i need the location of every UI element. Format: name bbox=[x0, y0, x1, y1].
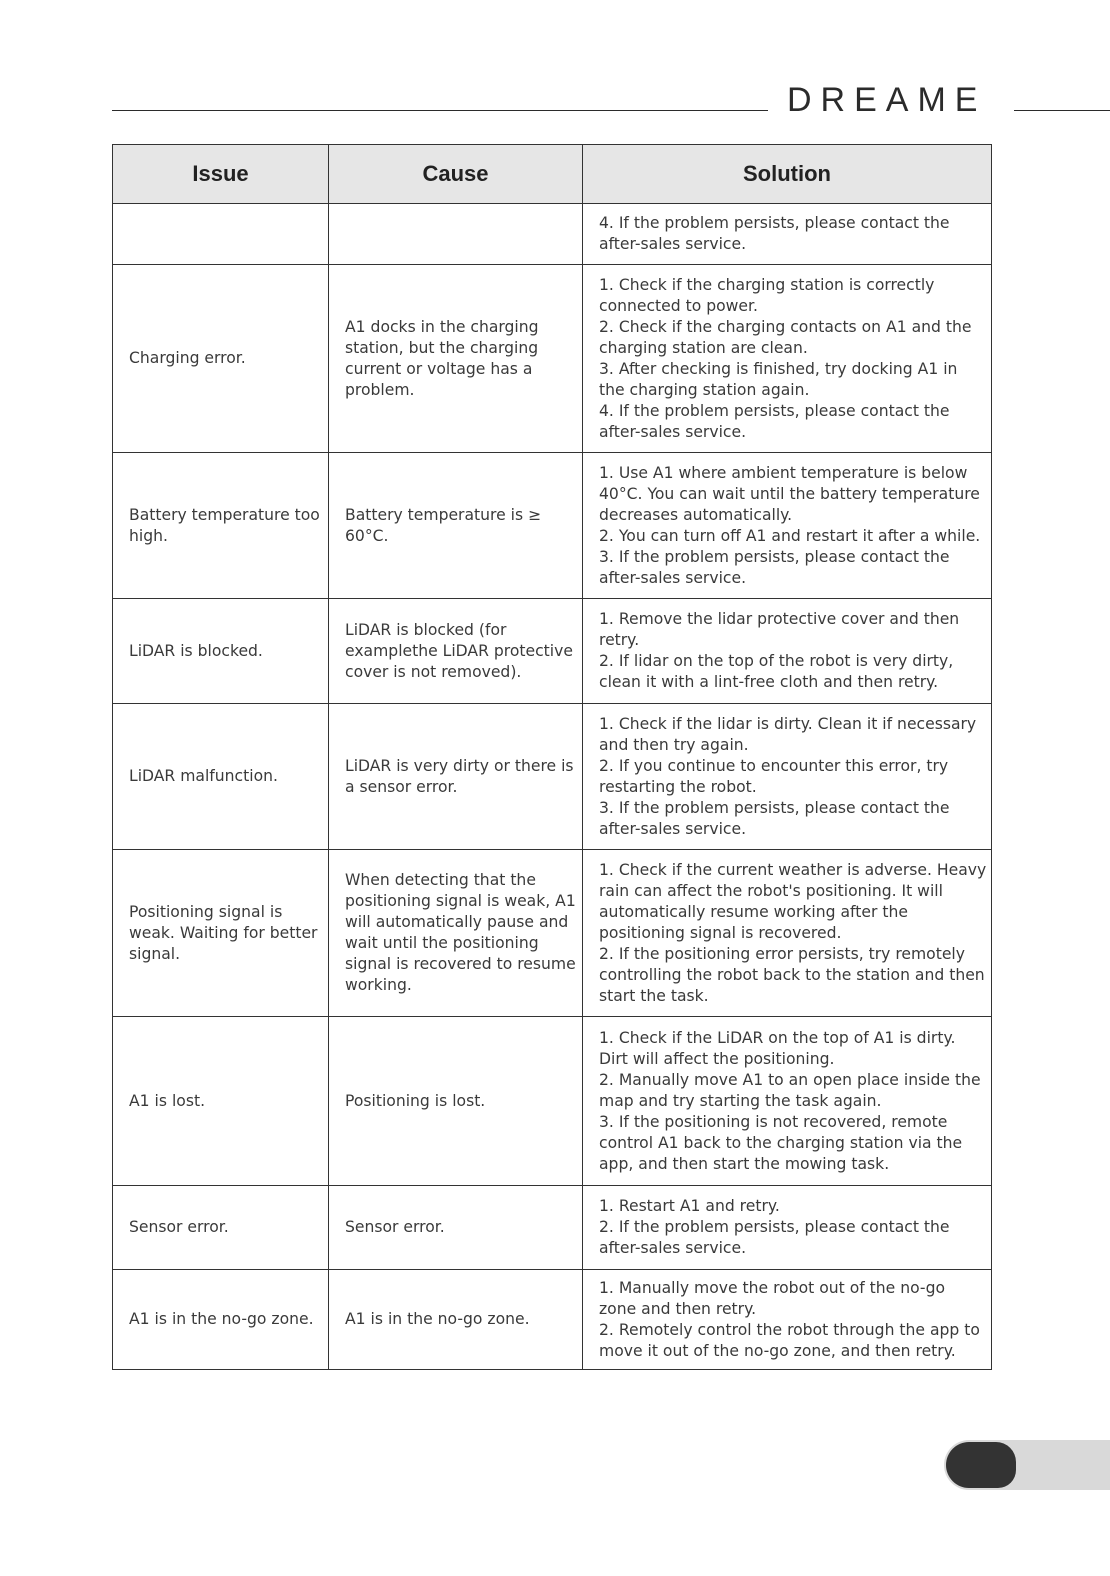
page-tab-marker bbox=[946, 1442, 1016, 1488]
issue-cell: A1 is in the no-go zone. bbox=[113, 1270, 329, 1370]
column-header-cause: Cause bbox=[329, 145, 583, 204]
cause-cell: Positioning is lost. bbox=[329, 1017, 583, 1186]
solution-cell bbox=[583, 1270, 992, 1370]
header-rule-right bbox=[1014, 110, 1110, 111]
cause-cell: A1 is in the no-go zone. bbox=[329, 1270, 583, 1370]
solution-cell bbox=[583, 453, 992, 599]
brand-logo: DREAME bbox=[787, 81, 987, 119]
issue-cell: Positioning signal is weak. Waiting for better signal. bbox=[113, 850, 329, 1017]
solution-step: 1. Check if the lidar is dirty. Clean it if necessary and then try again. bbox=[599, 714, 977, 754]
solution-step: 3. If the problem persists, please contact the after-sales service. bbox=[599, 547, 950, 587]
cause-cell bbox=[329, 204, 583, 265]
column-header-solution: Solution bbox=[583, 145, 992, 204]
table-row bbox=[113, 453, 992, 599]
issue-cell: Charging error. bbox=[113, 265, 329, 453]
solution-cell bbox=[583, 204, 992, 265]
cause-cell: A1 docks in the charging station, but the charging current or voltage has a problem. bbox=[329, 265, 583, 453]
solution-step: 1. Remove the lidar protective cover and then retry. bbox=[599, 610, 960, 649]
solution-step: 2. If you continue to encounter this error, try restarting the robot. bbox=[599, 756, 949, 796]
issue-cell: LiDAR is blocked. bbox=[113, 599, 329, 704]
table-row bbox=[113, 599, 992, 704]
solution-step: 2. Manually move A1 to an open place inside the map and try starting the task again. bbox=[599, 1070, 981, 1110]
solution-cell bbox=[583, 704, 992, 850]
table-row bbox=[113, 850, 992, 1017]
column-header-issue: Issue bbox=[113, 145, 329, 204]
issue-cell bbox=[113, 204, 329, 265]
solution-step: 1. Check if the charging station is correctly connected to power. bbox=[599, 275, 935, 315]
table-row bbox=[113, 1017, 992, 1186]
solution-step: 2. Check if the charging contacts on A1 and the charging station are clean. bbox=[599, 317, 972, 357]
solution-step: 3. If the positioning is not recovered, remote control A1 back to the charging station via the app, and then start the mowing task. bbox=[599, 1112, 963, 1173]
cause-cell: LiDAR is blocked (for examplethe LiDAR protective cover is not removed). bbox=[329, 599, 583, 704]
solution-step: 3. After checking is finished, try docking A1 in the charging station again. bbox=[599, 359, 958, 399]
table-header-row bbox=[113, 145, 992, 204]
solution-step: 2. If the positioning error persists, try remotely controlling the robot back to the station and then start the task. bbox=[599, 944, 985, 1005]
cause-cell: LiDAR is very dirty or there is a sensor error. bbox=[329, 704, 583, 850]
solution-cell bbox=[583, 850, 992, 1017]
table-row bbox=[113, 265, 992, 453]
solution-step: 4. If the problem persists, please contact the after-sales service. bbox=[599, 214, 950, 253]
cause-cell: Battery temperature is ≥ 60°C. bbox=[329, 453, 583, 599]
table-row bbox=[113, 204, 992, 265]
troubleshooting-table bbox=[112, 144, 992, 1370]
issue-cell: Battery temperature too high. bbox=[113, 453, 329, 599]
solution-step: 1. Check if the LiDAR on the top of A1 is dirty. Dirt will affect the positioning. bbox=[599, 1028, 956, 1068]
header-rule-left bbox=[112, 110, 768, 111]
solution-step: 1. Restart A1 and retry. bbox=[599, 1197, 780, 1215]
solution-step: 4. If the problem persists, please contact the after-sales service. bbox=[599, 401, 950, 441]
solution-step: 2. You can turn off A1 and restart it after a while. bbox=[599, 526, 981, 545]
solution-cell bbox=[583, 1017, 992, 1186]
issue-cell: LiDAR malfunction. bbox=[113, 704, 329, 850]
table-row bbox=[113, 704, 992, 850]
cause-cell: Sensor error. bbox=[329, 1186, 583, 1270]
table-row bbox=[113, 1270, 992, 1370]
solution-cell bbox=[583, 599, 992, 704]
solution-cell bbox=[583, 265, 992, 453]
issue-cell: Sensor error. bbox=[113, 1186, 329, 1270]
solution-step: 1. Check if the current weather is adverse. Heavy rain can affect the robot's positioning. It will automatically resume working after the positioning signal is recovered. bbox=[599, 860, 987, 942]
table-row bbox=[113, 1186, 992, 1270]
cause-cell: When detecting that the positioning signal is weak, A1 will automatically pause and wait until the positioning signal is recovered to resume working. bbox=[329, 850, 583, 1017]
issue-cell: A1 is lost. bbox=[113, 1017, 329, 1186]
solution-step: 1. Use A1 where ambient temperature is below 40°C. You can wait until the battery temperature decreases automatically. bbox=[599, 463, 980, 524]
solution-step: 3. If the problem persists, please contact the after-sales service. bbox=[599, 798, 950, 838]
solution-step: 1. Manually move the robot out of the no-go zone and then retry. bbox=[599, 1278, 946, 1318]
solution-step: 2. If the problem persists, please contact the after-sales service. bbox=[599, 1218, 950, 1257]
solution-step: 2. Remotely control the robot through the app to move it out of the no-go zone, and then retry. bbox=[599, 1320, 980, 1360]
solution-cell bbox=[583, 1186, 992, 1270]
solution-step: 2. If lidar on the top of the robot is very dirty, clean it with a lint-free cloth and then retry. bbox=[599, 652, 954, 691]
